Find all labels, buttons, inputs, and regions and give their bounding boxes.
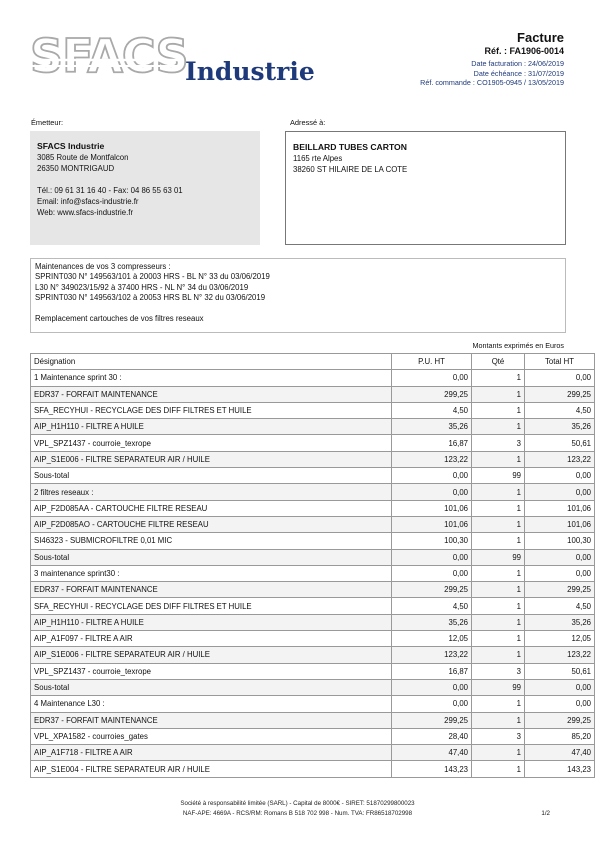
cell-total: 123,22	[525, 451, 595, 467]
cell-unit-price: 0,00	[392, 468, 472, 484]
cell-total: 0,00	[525, 468, 595, 484]
table-row	[31, 582, 595, 598]
cell-designation: SFA_RECYHUI - RECYCLAGE DES DIFF FILTRES ET HUILE	[31, 402, 392, 418]
column-header-total: Total HT	[525, 354, 595, 370]
cell-quantity: 1	[472, 533, 525, 549]
cell-unit-price: 299,25	[392, 712, 472, 728]
cell-designation: VPL_XPA1582 - courroies_gates	[31, 728, 392, 744]
cell-total: 0,00	[525, 484, 595, 500]
description-line: Maintenances de vos 3 compresseurs :	[35, 262, 171, 271]
recipient-address-line1: 1165 rte Alpes	[293, 154, 343, 163]
table-row	[31, 631, 595, 647]
cell-unit-price: 28,40	[392, 728, 472, 744]
cell-designation: EDR37 - FORFAIT MAINTENANCE	[31, 386, 392, 402]
table-row	[31, 451, 595, 467]
cell-designation: AIP_S1E006 - FILTRE SEPARATEUR AIR / HUILE	[31, 647, 392, 663]
cell-total: 101,06	[525, 500, 595, 516]
cell-total: 85,20	[525, 728, 595, 744]
cell-unit-price: 101,06	[392, 516, 472, 532]
cell-unit-price: 35,26	[392, 614, 472, 630]
emitter-label: Émetteur:	[31, 118, 64, 127]
invoice-description	[30, 258, 566, 333]
cell-quantity: 1	[472, 500, 525, 516]
cell-unit-price: 4,50	[392, 598, 472, 614]
cell-total: 35,26	[525, 614, 595, 630]
cell-designation: Sous-total	[31, 549, 392, 565]
cell-total: 299,25	[525, 712, 595, 728]
cell-designation: 4 Maintenance L30 :	[31, 696, 392, 712]
cell-total: 0,00	[525, 565, 595, 581]
cell-quantity: 1	[472, 712, 525, 728]
cell-quantity: 3	[472, 728, 525, 744]
table-row	[31, 598, 595, 614]
cell-unit-price: 12,05	[392, 631, 472, 647]
cell-unit-price: 123,22	[392, 451, 472, 467]
cell-unit-price: 299,25	[392, 386, 472, 402]
table-row	[31, 614, 595, 630]
column-header-unit-price: P.U. HT	[392, 354, 472, 370]
cell-total: 0,00	[525, 370, 595, 386]
table-row	[31, 402, 595, 418]
cell-total: 47,40	[525, 745, 595, 761]
cell-total: 101,06	[525, 516, 595, 532]
cell-total: 299,25	[525, 582, 595, 598]
table-row	[31, 533, 595, 549]
cell-total: 0,00	[525, 549, 595, 565]
table-row	[31, 761, 595, 777]
cell-designation: AIP_F2D085AA - CARTOUCHE FILTRE RESEAU	[31, 500, 392, 516]
emitter-name: SFACS Industrie	[37, 141, 105, 151]
table-row	[31, 386, 595, 402]
cell-quantity: 1	[472, 565, 525, 581]
table-row	[31, 500, 595, 516]
cell-quantity: 1	[472, 631, 525, 647]
cell-unit-price: 123,22	[392, 647, 472, 663]
emitter-email: Email: info@sfacs-industrie.fr	[37, 197, 139, 206]
invoice-header	[420, 30, 564, 88]
table-row	[31, 745, 595, 761]
recipient-address-line2: 38260 ST HILAIRE DE LA COTE	[293, 165, 408, 174]
cell-unit-price: 0,00	[392, 549, 472, 565]
cell-quantity: 99	[472, 679, 525, 695]
cell-unit-price: 0,00	[392, 696, 472, 712]
logo-sub-text: Industrie	[185, 57, 315, 86]
table-row	[31, 647, 595, 663]
table-row	[31, 468, 595, 484]
cell-quantity: 1	[472, 614, 525, 630]
page-number: 1/2	[541, 810, 550, 817]
cell-total: 50,61	[525, 435, 595, 451]
cell-quantity: 1	[472, 516, 525, 532]
recipient-box	[285, 131, 566, 245]
cell-designation: SFA_RECYHUI - RECYCLAGE DES DIFF FILTRES ET HUILE	[31, 598, 392, 614]
table-row	[31, 435, 595, 451]
emitter-address-line2: 26350 MONTRIGAUD	[37, 164, 115, 173]
cell-unit-price: 4,50	[392, 402, 472, 418]
cell-quantity: 1	[472, 761, 525, 777]
cell-designation: AIP_A1F718 - FILTRE A AIR	[31, 745, 392, 761]
cell-designation: EDR37 - FORFAIT MAINTENANCE	[31, 582, 392, 598]
cell-unit-price: 47,40	[392, 745, 472, 761]
cell-quantity: 3	[472, 435, 525, 451]
cell-total: 299,25	[525, 386, 595, 402]
cell-designation: 2 filtres reseaux :	[31, 484, 392, 500]
cell-quantity: 1	[472, 647, 525, 663]
cell-total: 35,26	[525, 419, 595, 435]
invoice-date: Date facturation : 24/06/2019	[471, 59, 564, 68]
table-row	[31, 484, 595, 500]
cell-designation: 1 Maintenance sprint 30 :	[31, 370, 392, 386]
description-line: SPRINT030 N° 149563/102 à 20053 HRS BL N° 32 du 03/06/2019	[35, 292, 266, 302]
cell-designation: AIP_H1H110 - FILTRE A HUILE	[31, 419, 392, 435]
table-row	[31, 370, 595, 386]
cell-designation: VPL_SPZ1437 - courroie_texrope	[31, 663, 392, 679]
table-row	[31, 712, 595, 728]
description-line: Remplacement cartouches de vos filtres reseaux	[35, 314, 204, 324]
cell-quantity: 1	[472, 402, 525, 418]
cell-quantity: 1	[472, 696, 525, 712]
invoice-lines-table	[30, 353, 595, 778]
cell-total: 4,50	[525, 598, 595, 614]
cell-quantity: 1	[472, 386, 525, 402]
order-reference: Réf. commande : CO1905-0945 / 13/05/2019	[420, 78, 564, 88]
cell-quantity: 1	[472, 598, 525, 614]
cell-unit-price: 100,30	[392, 533, 472, 549]
cell-unit-price: 0,00	[392, 679, 472, 695]
description-line: L30 N° 349023/15/92 à 37400 HRS - NL N° 34 du 03/06/2019	[35, 282, 249, 292]
cell-unit-price: 299,25	[392, 582, 472, 598]
table-header-row	[31, 354, 595, 370]
cell-quantity: 99	[472, 549, 525, 565]
cell-total: 50,61	[525, 663, 595, 679]
table-row	[31, 679, 595, 695]
table-row	[31, 419, 595, 435]
cell-quantity: 3	[472, 663, 525, 679]
cell-total: 123,22	[525, 647, 595, 663]
cell-total: 4,50	[525, 402, 595, 418]
invoice-reference: Réf. : FA1906-0014	[484, 46, 564, 56]
cell-unit-price: 16,87	[392, 435, 472, 451]
cell-designation: Sous-total	[31, 468, 392, 484]
table-row	[31, 663, 595, 679]
due-date: Date échéance : 31/07/2019	[473, 68, 564, 78]
logo-main-text: SFACS	[30, 30, 188, 83]
table-row	[31, 516, 595, 532]
cell-unit-price: 0,00	[392, 565, 472, 581]
column-header-quantity: Qté	[472, 354, 525, 370]
cell-unit-price: 16,87	[392, 663, 472, 679]
column-header-designation: Désignation	[31, 354, 392, 370]
cell-designation: AIP_A1F097 - FILTRE A AIR	[31, 631, 392, 647]
description-line: SPRINT030 N° 149563/101 à 20003 HRS - BL N° 33 du 03/06/2019	[35, 272, 270, 282]
cell-quantity: 1	[472, 582, 525, 598]
currency-note: Montants exprimés en Euros	[472, 341, 564, 350]
cell-quantity: 1	[472, 370, 525, 386]
cell-quantity: 1	[472, 451, 525, 467]
cell-unit-price: 101,06	[392, 500, 472, 516]
emitter-phone: Tél.: 09 61 31 16 40 - Fax: 04 86 55 63 01	[37, 186, 183, 195]
footer-legal-line2: NAF-APE: 4669A - RCS/RM: Romans B 518 702 998 - Num. TVA: FR86518702998	[182, 810, 413, 817]
cell-total: 100,30	[525, 533, 595, 549]
cell-designation: AIP_H1H110 - FILTRE A HUILE	[31, 614, 392, 630]
document-title: Facture	[517, 30, 564, 45]
table-row	[31, 565, 595, 581]
company-logo	[30, 30, 320, 92]
table-row	[31, 728, 595, 744]
cell-unit-price: 0,00	[392, 370, 472, 386]
table-row	[31, 696, 595, 712]
cell-total: 143,23	[525, 761, 595, 777]
cell-designation: VPL_SPZ1437 - courroie_texrope	[31, 435, 392, 451]
cell-quantity: 1	[472, 419, 525, 435]
cell-designation: AIP_F2D085AO - CARTOUCHE FILTRE RESEAU	[31, 516, 392, 532]
cell-unit-price: 143,23	[392, 761, 472, 777]
emitter-address-line1: 3085 Route de Montfalcon	[37, 153, 129, 162]
cell-total: 12,05	[525, 631, 595, 647]
cell-designation: SI46323 - SUBMICROFILTRE 0,01 MIC	[31, 533, 392, 549]
cell-total: 0,00	[525, 679, 595, 695]
cell-quantity: 99	[472, 468, 525, 484]
recipient-name: BEILLARD TUBES CARTON	[293, 142, 407, 152]
emitter-website: Web: www.sfacs-industrie.fr	[37, 208, 134, 217]
table-row	[31, 549, 595, 565]
cell-unit-price: 35,26	[392, 419, 472, 435]
cell-designation: 3 maintenance sprint30 :	[31, 565, 392, 581]
cell-quantity: 1	[472, 745, 525, 761]
cell-designation: AIP_S1E004 - FILTRE SEPARATEUR AIR / HUILE	[31, 761, 392, 777]
cell-quantity: 1	[472, 484, 525, 500]
cell-designation: AIP_S1E006 - FILTRE SEPARATEUR AIR / HUILE	[31, 451, 392, 467]
footer-legal-line1: Société à responsabilité limitée (SARL) - Capital de 8000€ - SIRET: 51870299800023	[180, 800, 415, 807]
cell-total: 0,00	[525, 696, 595, 712]
cell-designation: EDR37 - FORFAIT MAINTENANCE	[31, 712, 392, 728]
cell-designation: Sous-total	[31, 679, 392, 695]
emitter-box	[30, 131, 260, 245]
recipient-label: Adressé à:	[290, 118, 326, 127]
cell-unit-price: 0,00	[392, 484, 472, 500]
